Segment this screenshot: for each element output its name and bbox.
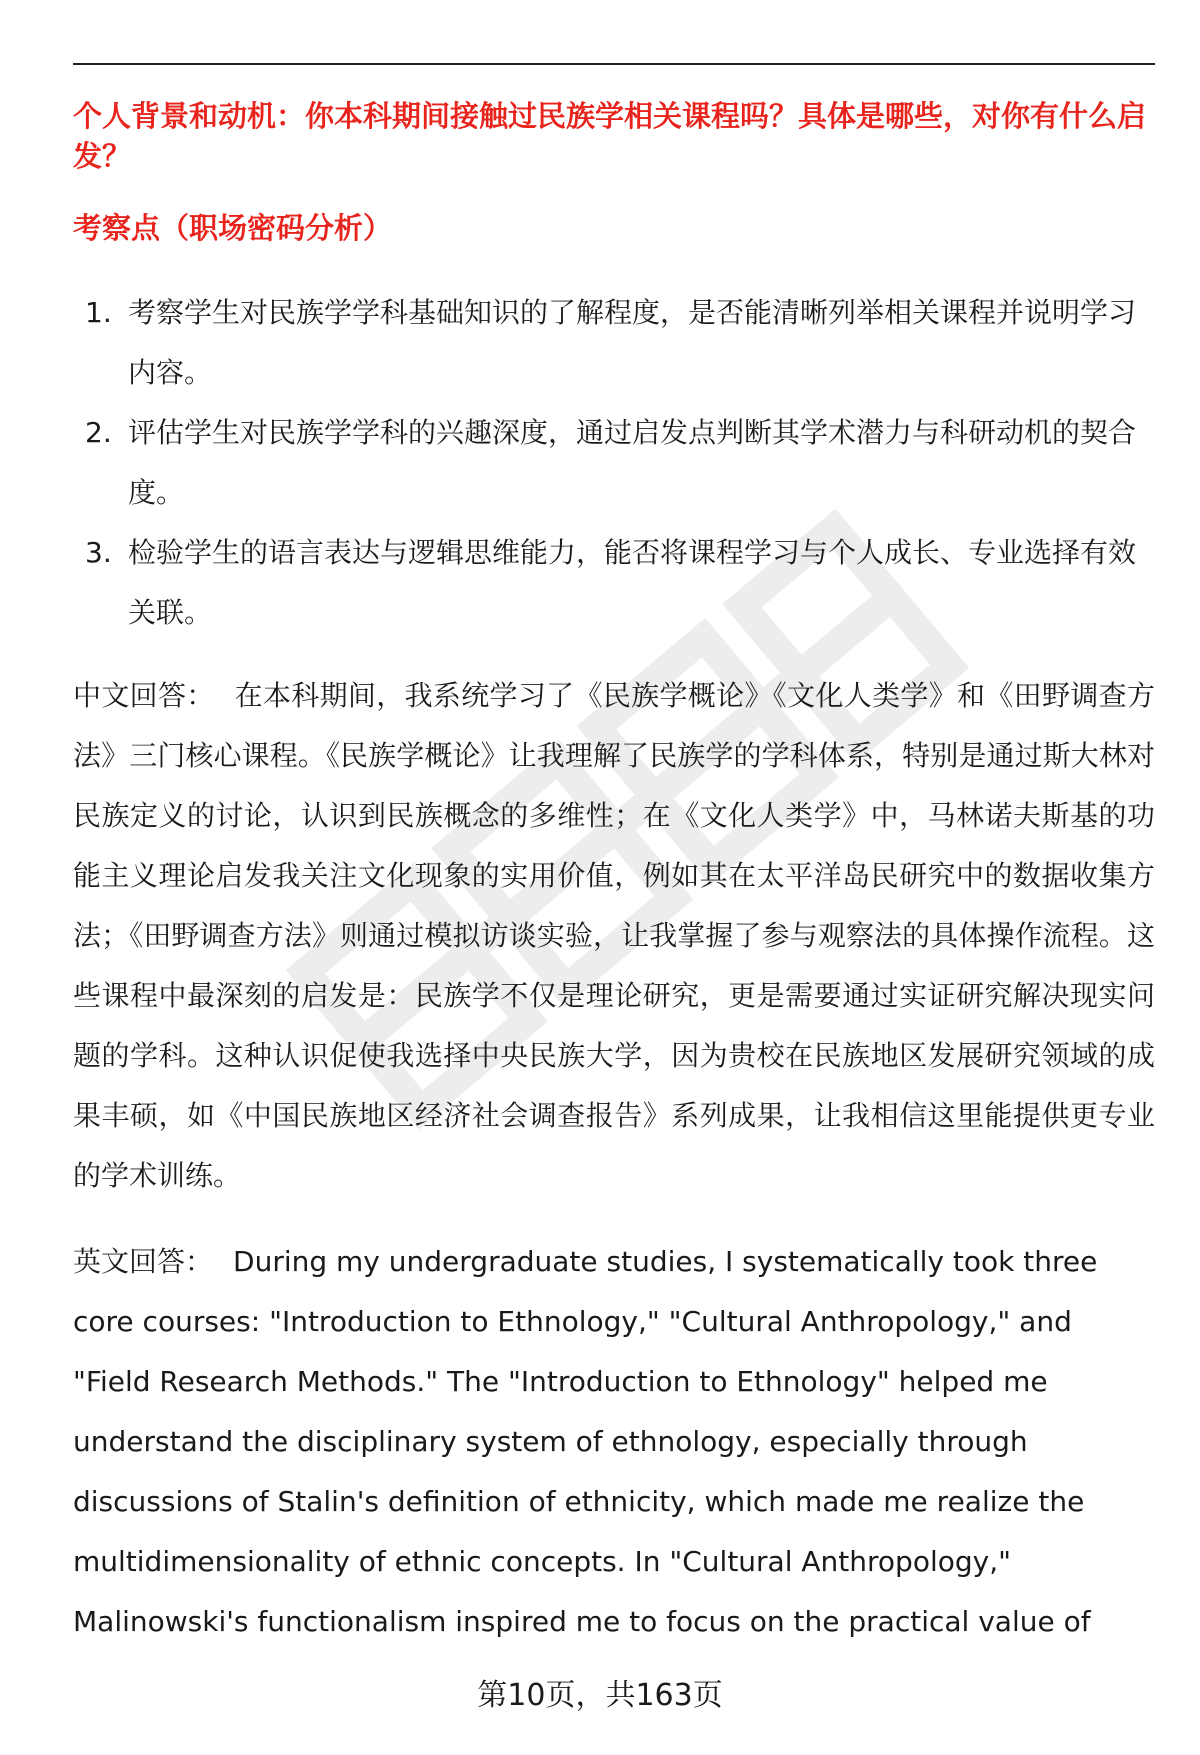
chinese-answer-text: 在本科期间，我系统学习了《民族学概论》《文化人类学》和《田野调查方法》三门核心课程。《民族学概论》让我理解了民族学的学科体系，特别是通过斯大林对民族定义的讨论，认识到民族概念的多维性；在《文化人类学》中，马林诺夫斯基的功能主义理论启发我关注文化现象的实用价值，例如其在太平洋岛民研究中的数据收集方法；《田野调查方法》则通过模拟访谈实验，让我掌握了参与观察法的具体操作流程。这些课程中最深刻的启发是：民族学不仅是理论研究，更是需要通过实证研究解决现实问题的学科。这种认识促使我选择中央民族大学，因为贵校在民族地区发展研究领域的成果丰硕，如《中国民族地区经济社会调查报告》系列成果，让我相信这里能提供更专业的学术训练。 <box>73 679 1155 1192</box>
list-item-number: 2. <box>85 416 112 449</box>
list-item-text: 检验学生的语言表达与逻辑思维能力，能否将课程学习与个人成长、专业选择有效关联。 <box>128 536 1137 629</box>
assessment-points-list <box>73 283 1155 643</box>
page-number-footer: 第10页，共163页 <box>477 1678 723 1713</box>
header-divider <box>73 63 1155 65</box>
list-item <box>73 523 1155 643</box>
question-heading: 个人背景和动机：你本科期间接触过民族学相关课程吗？具体是哪些，对你有什么启发？ <box>73 99 1147 173</box>
english-answer <box>73 1232 1155 1652</box>
list-item-number: 3. <box>85 536 112 569</box>
english-answer-label: 英文回答： <box>73 1245 214 1278</box>
document-page <box>73 0 1155 1755</box>
list-item <box>73 403 1155 523</box>
chinese-answer <box>73 666 1155 1206</box>
assessment-points-title: 考察点（职场密码分析） <box>73 211 393 245</box>
list-item-text: 评估学生对民族学学科的兴趣深度，通过启发点判断其学术潜力与科研动机的契合度。 <box>128 416 1137 509</box>
chinese-answer-label: 中文回答： <box>73 679 215 712</box>
english-answer-text: During my undergraduate studies, I systematically took three core courses: "Introduction to Ethnology," "Cultural Anthropology," and "Field Research Methods." The "Introduction to Ethnology" helped me understand the disciplinary system of ethnology, especially through discussions of Stalin's definition of ethnicity, which made me realize the multidimensionality of ethnic concepts. In "Cultural Anthropology," Malinowski's functionalism inspired me to focus on the practical value of <box>73 1245 1098 1638</box>
list-item-text: 考察学生对民族学学科基础知识的了解程度，是否能清晰列举相关课程并说明学习内容。 <box>128 296 1137 389</box>
list-item <box>73 283 1155 403</box>
list-item-number: 1. <box>85 296 112 329</box>
